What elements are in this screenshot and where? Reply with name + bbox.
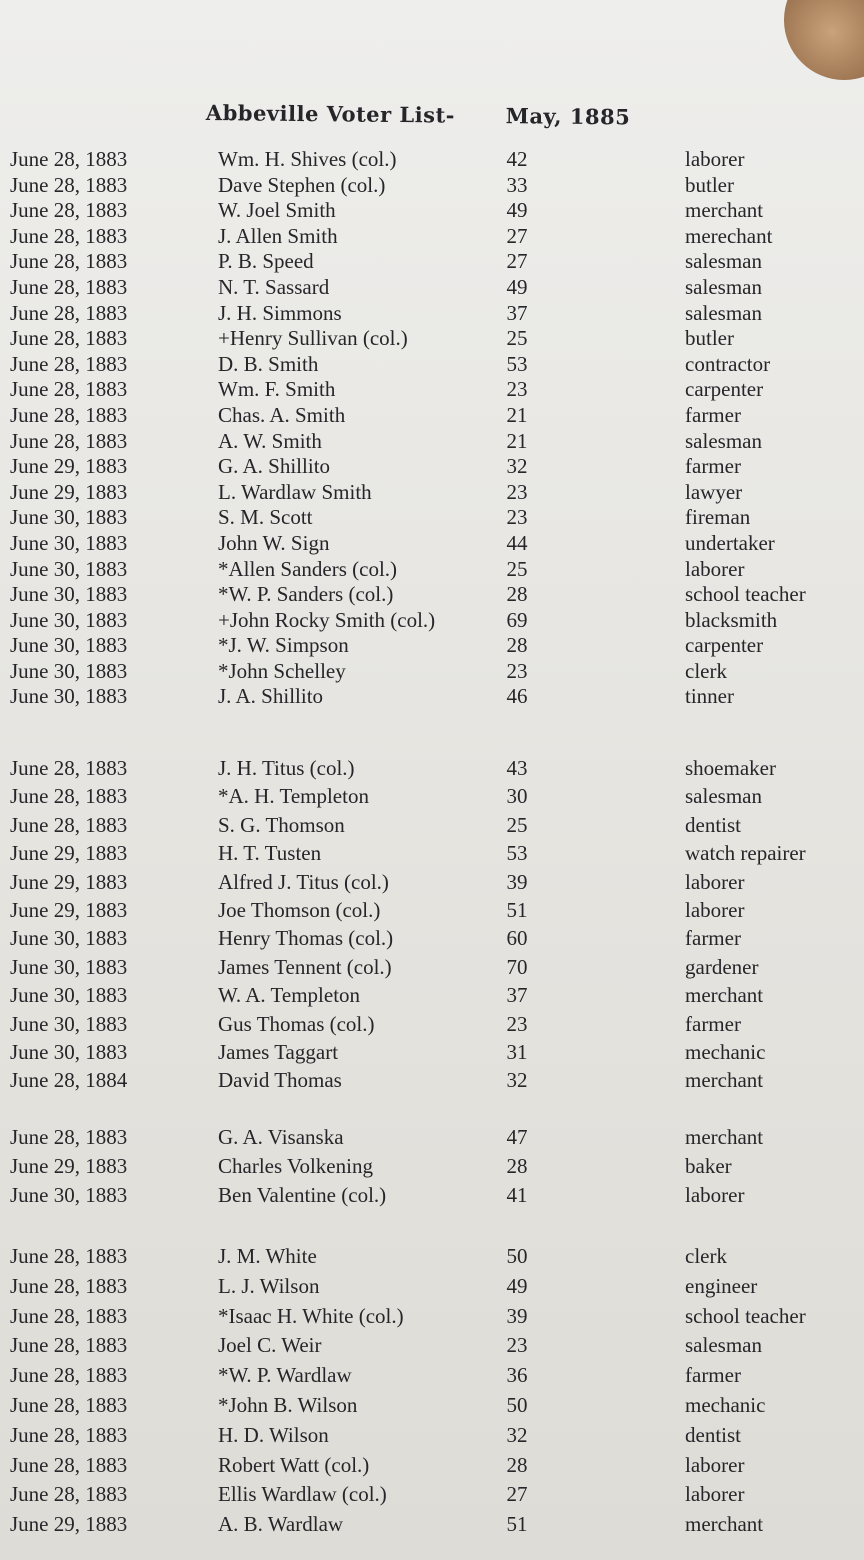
voter-name: Ellis Wardlaw (col.) (218, 1482, 387, 1507)
voter-name: Charles Volkening (218, 1154, 373, 1179)
voter-occupation: farmer (685, 1011, 741, 1036)
voter-age: 28 (506, 633, 528, 658)
voter-row (0, 1481, 864, 1511)
voter-occupation: watch repairer (685, 841, 806, 866)
voter-row (0, 172, 864, 198)
voter-occupation: merchant (685, 983, 764, 1008)
voter-row (0, 1303, 864, 1333)
voter-age: 51 (506, 897, 528, 922)
registration-date: June 28, 1883 (10, 172, 128, 197)
voter-row (0, 1153, 864, 1182)
voter-occupation: merchant (685, 1512, 764, 1537)
registration-date: June 28, 1883 (10, 428, 128, 453)
voter-name: James Tennent (col.) (218, 954, 392, 979)
voter-row (0, 1362, 864, 1392)
voter-row (0, 453, 864, 479)
voter-name: G. A. Shillito (218, 454, 331, 479)
registration-date: June 28, 1883 (10, 300, 128, 325)
registration-date: June 28, 1883 (10, 377, 128, 402)
registration-date: June 29, 1883 (10, 454, 128, 479)
voter-row (0, 1452, 864, 1482)
voter-occupation: laborer (685, 1482, 745, 1507)
voter-name: J. H. Titus (col.) (218, 756, 355, 780)
title-date: May, 1885 (505, 103, 631, 130)
voter-occupation: lawyer (685, 479, 743, 504)
voter-row (0, 1067, 864, 1095)
voter-age: 49 (506, 1273, 528, 1298)
voter-age: 25 (506, 556, 528, 581)
voter-age: 27 (506, 223, 528, 248)
voter-age: 50 (506, 1392, 528, 1417)
voter-name: G. A. Visanska (218, 1125, 344, 1149)
voter-name: +John Rocky Smith (col.) (218, 607, 436, 632)
voter-occupation: dentist (685, 812, 741, 837)
voter-occupation: baker (685, 1154, 732, 1179)
voter-age: 50 (506, 1244, 528, 1268)
registration-date: June 28, 1883 (10, 1392, 128, 1417)
voter-age: 28 (506, 1154, 528, 1179)
voter-occupation: merchant (685, 1068, 764, 1093)
voter-row (0, 755, 864, 783)
registration-date: June 30, 1883 (10, 926, 128, 951)
voter-age: 49 (506, 198, 528, 223)
registration-date: June 30, 1883 (10, 556, 128, 581)
voter-name: +Henry Sullivan (col.) (218, 326, 408, 351)
voter-row (0, 683, 864, 709)
voter-age: 32 (506, 1422, 528, 1447)
voter-name: A. W. Smith (218, 428, 322, 453)
registration-date: June 28, 1883 (10, 1303, 128, 1328)
voter-row (0, 954, 864, 982)
voter-group (0, 1243, 864, 1541)
voter-name: J. M. White (218, 1244, 317, 1268)
voter-age: 53 (506, 841, 528, 866)
voter-row (0, 925, 864, 953)
voter-row (0, 146, 864, 172)
voter-name: L. Wardlaw Smith (218, 479, 372, 504)
voter-name: J. H. Simmons (218, 300, 342, 325)
voter-row (0, 1392, 864, 1422)
voter-occupation: contractor (685, 351, 771, 376)
voter-row (0, 840, 864, 868)
voter-occupation: salesman (685, 428, 762, 453)
voter-row (0, 197, 864, 223)
voter-name: *W. P. Wardlaw (218, 1363, 352, 1388)
registration-date: June 28, 1883 (10, 274, 128, 299)
voter-name: L. J. Wilson (218, 1273, 320, 1298)
voter-name: Dave Stephen (col.) (218, 172, 386, 197)
voter-age: 33 (506, 172, 528, 197)
registration-date: June 29, 1883 (10, 841, 128, 866)
registration-date: June 29, 1883 (10, 1154, 128, 1179)
voter-occupation: school teacher (685, 582, 806, 607)
voter-name: S. M. Scott (218, 505, 313, 530)
voter-row (0, 1511, 864, 1541)
voter-row (0, 1332, 864, 1362)
voter-occupation: school teacher (685, 1303, 806, 1328)
registration-date: June 28, 1883 (10, 198, 128, 223)
voter-name: H. T. Tusten (218, 841, 322, 866)
voter-age: 49 (506, 274, 528, 299)
voter-name: John W. Sign (218, 530, 330, 555)
registration-date: June 30, 1883 (10, 1183, 128, 1208)
registration-date: June 30, 1883 (10, 530, 128, 555)
voter-age: 39 (506, 1303, 528, 1328)
voter-row (0, 982, 864, 1010)
registration-date: June 30, 1883 (10, 983, 128, 1008)
voter-name: Chas. A. Smith (218, 402, 346, 427)
voter-row (0, 658, 864, 684)
voter-row (0, 428, 864, 454)
voter-occupation: salesman (685, 784, 762, 809)
voter-occupation: farmer (685, 402, 741, 427)
registration-date: June 28, 1883 (10, 1422, 128, 1447)
voter-age: 28 (506, 1452, 528, 1477)
voter-name: *Isaac H. White (col.) (218, 1303, 404, 1328)
voter-age: 37 (506, 300, 528, 325)
voter-age: 21 (506, 402, 528, 427)
voter-occupation: laborer (685, 1452, 745, 1477)
voter-age: 27 (506, 249, 528, 274)
voter-name: N. T. Sassard (218, 274, 330, 299)
voter-occupation: clerk (685, 658, 727, 683)
voter-age: 37 (506, 983, 528, 1008)
voter-name: Gus Thomas (col.) (218, 1011, 375, 1036)
registration-date: June 28, 1883 (10, 1244, 128, 1268)
voter-row (0, 632, 864, 658)
voter-age: 43 (506, 756, 528, 780)
registration-date: June 28, 1883 (10, 249, 128, 274)
registration-date: June 28, 1883 (10, 1333, 128, 1358)
voter-occupation: laborer (685, 1183, 745, 1208)
voter-occupation: laborer (685, 147, 745, 171)
voter-name: *W. P. Sanders (col.) (218, 582, 394, 607)
voter-age: 47 (506, 1125, 528, 1149)
registration-date: June 28, 1883 (10, 756, 128, 780)
voter-row (0, 1243, 864, 1273)
voter-occupation: clerk (685, 1244, 727, 1268)
registration-date: June 28, 1883 (10, 784, 128, 809)
voter-row (0, 607, 864, 633)
voter-occupation: engineer (685, 1273, 758, 1298)
registration-date: June 28, 1883 (10, 1363, 128, 1388)
voter-row (0, 1182, 864, 1211)
registration-date: June 28, 1884 (10, 1068, 128, 1093)
voter-name: Robert Watt (col.) (218, 1452, 370, 1477)
registration-date: June 30, 1883 (10, 658, 128, 683)
voter-row (0, 223, 864, 249)
voter-name: Joel C. Weir (218, 1333, 322, 1358)
voter-name: A. B. Wardlaw (218, 1512, 344, 1537)
registration-date: June 28, 1883 (10, 812, 128, 837)
registration-date: June 28, 1883 (10, 402, 128, 427)
voter-age: 25 (506, 812, 528, 837)
voter-occupation: merchant (685, 198, 764, 223)
voter-name: *Allen Sanders (col.) (218, 556, 398, 581)
voter-occupation: tinner (685, 684, 734, 709)
voter-age: 60 (506, 926, 528, 951)
page-corner-shadow (784, 0, 864, 80)
registration-date: June 29, 1883 (10, 1512, 128, 1537)
registration-date: June 30, 1883 (10, 1039, 128, 1064)
voter-age: 42 (506, 147, 528, 171)
voter-group (0, 755, 864, 1096)
voter-name: J. Allen Smith (218, 223, 338, 248)
voter-row (0, 897, 864, 925)
voter-occupation: merchant (685, 1125, 764, 1149)
title-text: Abbeville Voter List- (205, 100, 456, 128)
voter-name: *A. H. Templeton (218, 784, 369, 809)
registration-date: June 28, 1883 (10, 1273, 128, 1298)
voter-age: 39 (506, 869, 528, 894)
voter-occupation: dentist (685, 1422, 741, 1447)
voter-age: 36 (506, 1363, 528, 1388)
voter-age: 69 (506, 607, 528, 632)
voter-occupation: butler (685, 326, 734, 351)
voter-name: Wm. F. Smith (218, 377, 336, 402)
voter-age: 21 (506, 428, 528, 453)
voter-group (0, 1124, 864, 1212)
voter-name: Joe Thomson (col.) (218, 897, 381, 922)
voter-occupation: undertaker (685, 530, 775, 555)
voter-name: *John Schelley (218, 658, 346, 683)
voter-row (0, 504, 864, 530)
voter-age: 23 (506, 1011, 528, 1036)
voter-name: James Taggart (218, 1039, 339, 1064)
voter-name: S. G. Thomson (218, 812, 345, 837)
voter-age: 32 (506, 454, 528, 479)
voter-occupation: salesman (685, 274, 762, 299)
voter-age: 23 (506, 1333, 528, 1358)
voter-name: David Thomas (218, 1068, 342, 1093)
voter-occupation: farmer (685, 926, 741, 951)
voter-age: 70 (506, 954, 528, 979)
voter-row (0, 376, 864, 402)
registration-date: June 30, 1883 (10, 1011, 128, 1036)
voter-occupation: farmer (685, 1363, 741, 1388)
registration-date: June 28, 1883 (10, 223, 128, 248)
registration-date: June 28, 1883 (10, 351, 128, 376)
registration-date: June 29, 1883 (10, 897, 128, 922)
voter-row (0, 325, 864, 351)
voter-row (0, 479, 864, 505)
voter-age: 23 (506, 479, 528, 504)
voter-occupation: butler (685, 172, 734, 197)
voter-row (0, 1124, 864, 1153)
registration-date: June 30, 1883 (10, 633, 128, 658)
page-title (206, 100, 631, 129)
registration-date: June 29, 1883 (10, 869, 128, 894)
voter-group (0, 146, 864, 709)
voter-name: Ben Valentine (col.) (218, 1183, 387, 1208)
voter-occupation: salesman (685, 249, 762, 274)
voter-age: 32 (506, 1068, 528, 1093)
voter-occupation: gardener (685, 954, 759, 979)
voter-age: 30 (506, 784, 528, 809)
registration-date: June 30, 1883 (10, 505, 128, 530)
voter-row (0, 530, 864, 556)
voter-row (0, 812, 864, 840)
registration-date: June 28, 1883 (10, 1452, 128, 1477)
voter-occupation: laborer (685, 869, 745, 894)
registration-date: June 30, 1883 (10, 954, 128, 979)
voter-age: 23 (506, 658, 528, 683)
voter-occupation: farmer (685, 454, 741, 479)
registration-date: June 30, 1883 (10, 684, 128, 709)
voter-age: 28 (506, 582, 528, 607)
registration-date: June 28, 1883 (10, 1482, 128, 1507)
voter-row (0, 300, 864, 326)
registration-date: June 30, 1883 (10, 607, 128, 632)
voter-name: P. B. Speed (218, 249, 314, 274)
voter-row (0, 274, 864, 300)
voter-age: 23 (506, 377, 528, 402)
voter-occupation: laborer (685, 897, 745, 922)
voter-name: *John B. Wilson (218, 1392, 358, 1417)
voter-occupation: laborer (685, 556, 745, 581)
voter-occupation: salesman (685, 1333, 762, 1358)
voter-age: 23 (506, 505, 528, 530)
voter-row (0, 1039, 864, 1067)
voter-age: 44 (506, 530, 528, 555)
registration-date: June 28, 1883 (10, 147, 128, 171)
voter-occupation: blacksmith (685, 607, 778, 632)
voter-row (0, 351, 864, 377)
voter-name: D. B. Smith (218, 351, 319, 376)
voter-occupation: shoemaker (685, 756, 776, 780)
voter-age: 46 (506, 684, 528, 709)
voter-age: 31 (506, 1039, 528, 1064)
voter-occupation: carpenter (685, 377, 764, 402)
voter-age: 41 (506, 1183, 528, 1208)
voter-row (0, 581, 864, 607)
registration-date: June 30, 1883 (10, 582, 128, 607)
voter-row (0, 556, 864, 582)
voter-row (0, 1011, 864, 1039)
voter-age: 51 (506, 1512, 528, 1537)
voter-name: Henry Thomas (col.) (218, 926, 394, 951)
registration-date: June 28, 1883 (10, 326, 128, 351)
registration-date: June 28, 1883 (10, 1125, 128, 1149)
voter-name: H. D. Wilson (218, 1422, 329, 1447)
voter-name: Wm. H. Shives (col.) (218, 147, 397, 171)
voter-occupation: fireman (685, 505, 751, 530)
voter-occupation: merechant (685, 223, 773, 248)
voter-row (0, 1422, 864, 1452)
voter-name: W. A. Templeton (218, 983, 361, 1008)
registration-date: June 29, 1883 (10, 479, 128, 504)
voter-name: J. A. Shillito (218, 684, 324, 709)
voter-row (0, 248, 864, 274)
voter-age: 27 (506, 1482, 528, 1507)
voter-occupation: mechanic (685, 1392, 766, 1417)
voter-name: *J. W. Simpson (218, 633, 349, 658)
voter-row (0, 869, 864, 897)
voter-age: 53 (506, 351, 528, 376)
voter-occupation: salesman (685, 300, 762, 325)
voter-row (0, 1273, 864, 1303)
voter-name: Alfred J. Titus (col.) (218, 869, 389, 894)
voter-occupation: mechanic (685, 1039, 766, 1064)
voter-name: W. Joel Smith (218, 198, 336, 223)
voter-row (0, 783, 864, 811)
voter-age: 25 (506, 326, 528, 351)
voter-occupation: carpenter (685, 633, 764, 658)
voter-row (0, 402, 864, 428)
